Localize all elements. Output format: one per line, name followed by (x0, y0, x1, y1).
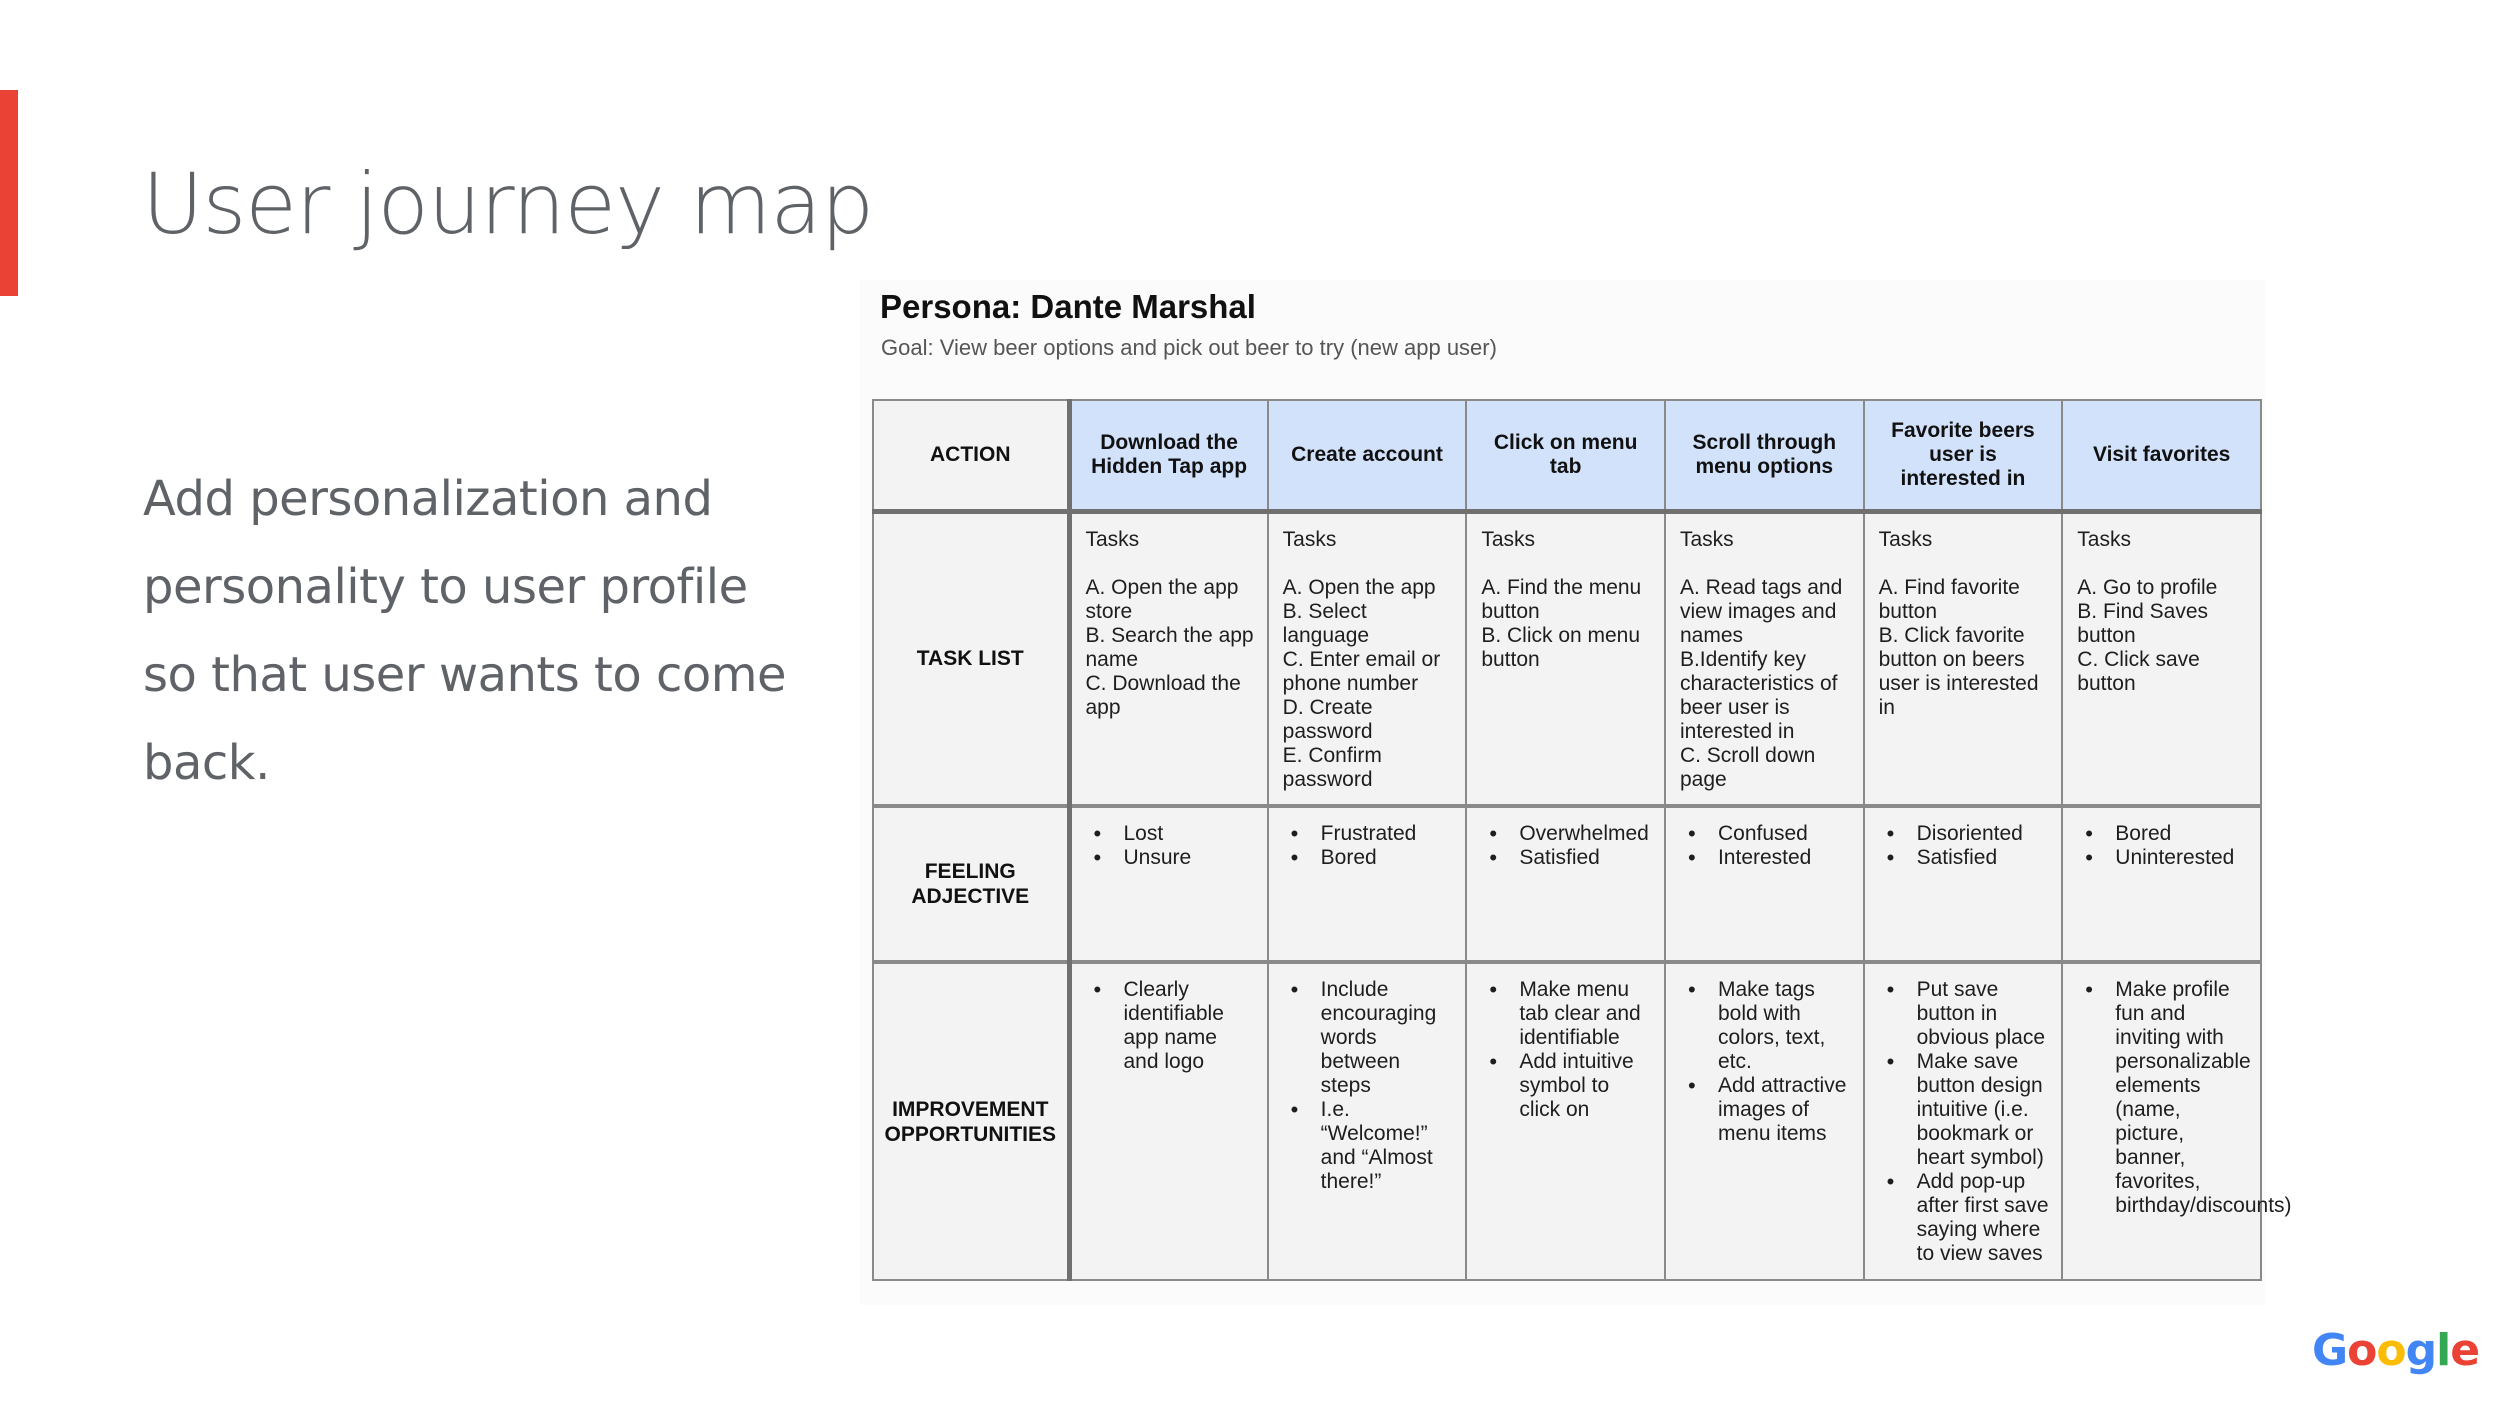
improvement-item: • Clearly identifiable app name and logo (1086, 978, 1255, 1074)
row-header-action: ACTION (873, 400, 1069, 511)
feelings-list (1283, 822, 1454, 870)
feeling-item: • Satisfied (1481, 846, 1652, 870)
slide-title: User journey map (142, 155, 874, 253)
improvements-content (1865, 964, 2062, 1276)
task-item: A. Open the app store (1085, 575, 1239, 623)
tasks-content (2063, 514, 2260, 706)
task-item: B. Select language (1282, 599, 1370, 647)
task-item: A. Find favorite button (1878, 575, 2020, 623)
tasks-label: Tasks (2077, 527, 2131, 551)
task-item: A. Go to profile (2077, 575, 2218, 599)
improvements-content (1467, 964, 1664, 1132)
feeling-item: • Disoriented (1879, 822, 2050, 846)
action-row (873, 400, 2261, 511)
improvement-cell (1268, 962, 1467, 1280)
task-item: B.Identify key characteristics of beer user is interested in (1679, 647, 1838, 743)
action-cell: Scroll through menu options (1665, 400, 1864, 511)
improvements-content (1666, 964, 1863, 1156)
tasks-label: Tasks (1679, 527, 1734, 551)
task-cell (1864, 511, 2063, 806)
improvement-cell (1864, 962, 2063, 1280)
feeling-cell (2062, 806, 2261, 962)
feelings-list (1680, 822, 1851, 870)
improvement-item: • Make tags bold with colors, text, etc. (1680, 978, 1851, 1074)
improvement-item: • Include encouraging words between steps (1283, 978, 1454, 1098)
tasks-content (1269, 514, 1466, 802)
improvement-cell (1466, 962, 1665, 1280)
tasks-label: Tasks (1878, 527, 1933, 551)
feelings-list (2077, 822, 2248, 870)
improvement-row (873, 962, 2261, 1280)
feelings-content (1666, 808, 1863, 880)
tasks-content (1666, 514, 1863, 802)
improvement-item: • Make menu tab clear and identifiable (1481, 978, 1652, 1050)
task-cell (1268, 511, 1467, 806)
task-list-row (873, 511, 2261, 806)
feeling-cell (1466, 806, 1665, 962)
improvement-cell (1665, 962, 1864, 1280)
feeling-item: • Interested (1680, 846, 1851, 870)
task-item: B. Search the app name (1085, 623, 1254, 671)
improvements-list (1481, 978, 1652, 1122)
feeling-item: • Bored (1283, 846, 1454, 870)
logo-letter: e (2450, 1325, 2480, 1376)
improvements-list (1283, 978, 1454, 1194)
feeling-item: • Confused (1680, 822, 1851, 846)
task-item: A. Read tags and view images and names (1679, 575, 1843, 647)
tasks-label: Tasks (1085, 527, 1140, 551)
task-item: B. Find Saves button (2077, 599, 2209, 647)
improvement-cell (2062, 962, 2292, 1280)
improvement-item: • Add intuitive symbol to click on (1481, 1050, 1652, 1122)
logo-letter: g (2405, 1325, 2437, 1376)
feelings-content (1072, 808, 1267, 880)
task-item: E. Confirm password (1282, 743, 1382, 791)
improvements-list (1879, 978, 2050, 1266)
task-item: A. Find the menu button (1481, 575, 1642, 623)
feeling-item: • Lost (1086, 822, 1255, 846)
task-item: C. Enter email or phone number (1282, 647, 1441, 695)
row-header-tasks: TASK LIST (873, 511, 1069, 806)
feeling-item: • Bored (2077, 822, 2248, 846)
task-item: D. Create password (1282, 695, 1373, 743)
feeling-item: • Uninterested (2077, 846, 2248, 870)
tasks-label: Tasks (1481, 527, 1535, 551)
improvements-list (1680, 978, 1851, 1146)
action-cell: Favorite beers user is interested in (1864, 400, 2063, 511)
task-cell (1466, 511, 1665, 806)
action-cell: Click on menu tab (1466, 400, 1665, 511)
action-cell: Create account (1268, 400, 1467, 511)
task-item: C. Click save button (2077, 647, 2200, 695)
improvement-item: • Put save button in obvious place (1879, 978, 2050, 1050)
feelings-content (1269, 808, 1466, 880)
logo-letter: o (2347, 1325, 2377, 1376)
improvement-item: • Add attractive images of menu items (1680, 1074, 1851, 1146)
feelings-list (1481, 822, 1652, 870)
task-item: C. Download the app (1085, 671, 1241, 719)
tasks-content (1467, 514, 1664, 682)
feeling-cell (1069, 806, 1268, 962)
improvement-item: • Make profile fun and inviting with personalizable elements (name, picture, banner, favorites, birthday/discounts) (2077, 978, 2248, 1218)
improvement-item: • Add pop-up after first save saying where to view saves (1879, 1170, 2050, 1266)
accent-bar (0, 90, 18, 296)
task-cell (2062, 511, 2261, 806)
logo-letter: G (2312, 1325, 2348, 1376)
action-cell: Download the Hidden Tap app (1069, 400, 1268, 511)
feeling-item: • Overwhelmed (1481, 822, 1652, 846)
task-item: B. Click favorite button on beers user is interested in (1878, 623, 2039, 719)
logo-letter: o (2376, 1325, 2406, 1376)
task-item: A. Open the app (1282, 575, 1436, 599)
feeling-cell (1864, 806, 2063, 962)
persona-goal: Goal: View beer options and pick out beer to try (new app user) (881, 335, 1497, 360)
improvements-content (1072, 964, 1267, 1084)
feeling-cell (1665, 806, 1864, 962)
feelings-content (1467, 808, 1664, 880)
task-cell (1665, 511, 1864, 806)
logo-letter: l (2436, 1325, 2451, 1376)
tasks-label: Tasks (1282, 527, 1337, 551)
feeling-item: • Frustrated (1283, 822, 1454, 846)
tasks-content (1865, 514, 2062, 730)
task-item: B. Click on menu button (1481, 623, 1641, 671)
improvements-list (1086, 978, 1255, 1074)
row-header-improvement: IMPROVEMENT OPPORTUNITIES (873, 962, 1069, 1280)
feeling-cell (1268, 806, 1467, 962)
row-header-feeling: FEELING ADJECTIVE (873, 806, 1069, 962)
feeling-row (873, 806, 2261, 962)
action-cell: Visit favorites (2062, 400, 2261, 511)
feelings-list (1086, 822, 1255, 870)
improvement-item: • Make save button design intuitive (i.e. bookmark or heart symbol) (1879, 1050, 2050, 1170)
feelings-list (1879, 822, 2050, 870)
journey-map-table (872, 399, 2292, 1281)
improvements-content (2063, 964, 2292, 1228)
tasks-content (1072, 514, 1267, 730)
persona-title: Persona: Dante Marshal (880, 288, 1256, 325)
task-item: C. Scroll down page (1679, 743, 1816, 791)
improvement-item: • I.e. “Welcome!” and “Almost there!” (1283, 1098, 1454, 1194)
feelings-content (2063, 808, 2260, 880)
feeling-item: • Satisfied (1879, 846, 2050, 870)
improvements-list (2077, 978, 2292, 1218)
feelings-content (1865, 808, 2062, 880)
task-cell (1069, 511, 1268, 806)
google-logo (2312, 1325, 2479, 1376)
feeling-item: • Unsure (1086, 846, 1255, 870)
improvement-cell (1069, 962, 1268, 1280)
slide-body-text: Add personalization and personality to user profile so that user wants to come back. (143, 471, 786, 791)
improvements-content (1269, 964, 1466, 1204)
